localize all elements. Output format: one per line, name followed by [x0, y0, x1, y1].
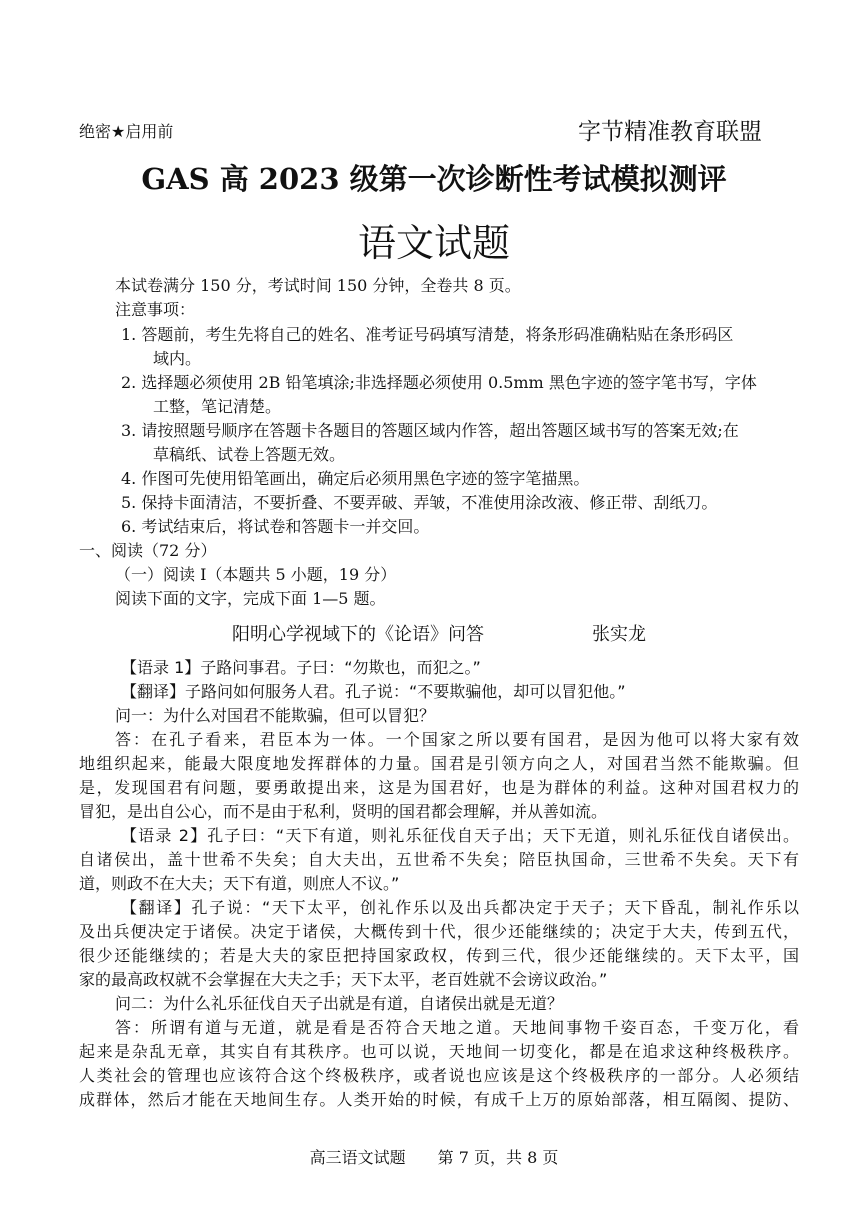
- note-item: 2. 选择题必须使用 2B 铅笔填涂;非选择题必须使用 0.5mm 黑色字迹的签字笔书写，字体: [121, 373, 757, 392]
- exam-info: 本试卷满分 150 分，考试时间 150 分钟，全卷共 8 页。: [115, 276, 521, 295]
- article-line: 人类社会的管理也应该符合这个终极秩序，或者说也应该是这个终极秩序的一部分。人必须结: [79, 1066, 799, 1085]
- article-line: 【翻译】子路问如何服务人君。孔子说：“不要欺骗他，却可以冒犯他。”: [121, 682, 626, 701]
- note-item: 3. 请按照题号顺序在答题卡各题目的答题区域内作答，超出答题区域书写的答案无效;在: [121, 421, 739, 440]
- footer-page-number: 第 7 页，共 8 页: [437, 1148, 559, 1167]
- article-line: 【语录 1】子路问事君。子曰：“勿欺也，而犯之。”: [121, 658, 481, 677]
- article-line: 成群体，然后才能在天地间生存。人类开始的时候，有成千上万的原始部落，相互隔阂、提防、: [79, 1090, 799, 1109]
- article-line: 家的最高政权就不会掌握在大夫之手；天下太平，老百姓就不会谤议政治。”: [79, 970, 608, 989]
- article-line: 问一：为什么对国君不能欺骗，但可以冒犯？: [115, 706, 436, 725]
- article-author: 张实龙: [592, 624, 646, 645]
- note-item: 6. 考试结束后，将试卷和答题卡一并交回。: [121, 517, 430, 536]
- organization-name: 字节精准教育联盟: [578, 119, 762, 145]
- note-item: 1. 答题前，考生先将自己的姓名、准考证号码填写清楚，将条形码准确粘贴在条形码区: [121, 325, 734, 344]
- article-line: 及出兵便决定于诸侯。决定于诸侯，大概传到十代，很少还能继续的；决定于大夫，传到五代，: [79, 922, 799, 941]
- article-line: 很少还能继续的；若是大夫的家臣把持国家政权，传到三代，很少还能继续的。天下太平，国: [79, 946, 799, 965]
- subject-title: 语文试题: [357, 221, 510, 265]
- footer-subject: 高三语文试题: [309, 1148, 406, 1167]
- article-line: 问二：为什么礼乐征伐自天子出就是有道，自诸侯出就是无道？: [115, 994, 564, 1013]
- article-line: 【翻译】孔子说：“天下太平，创礼作乐以及出兵都决定于天子；天下昏乱，制礼作乐以: [121, 898, 799, 917]
- article-line: 冒犯，是出自公心，而不是由于私利，贤明的国君都会理解，并从善如流。: [79, 802, 608, 821]
- article-line: 自诸侯出，盖十世希不失矣；自大夫出，五世希不失矣；陪臣执国命，三世希不失矣。天下有: [79, 850, 799, 869]
- note-item: 4. 作图可先使用铅笔画出，确定后必须用黑色字迹的签字笔描黑。: [121, 469, 590, 488]
- note-item-continued: 草稿纸、试卷上答题无效。: [153, 445, 346, 464]
- section-title: 一、阅读（72 分）: [79, 541, 217, 560]
- article-line: 答：在孔子看来，君臣本为一体。一个国家之所以要有国君，是因为他可以将大家有效: [115, 730, 799, 749]
- article-line: 道，则政不在大夫；天下有道，则庶人不议。”: [79, 874, 400, 893]
- article-line: 【语录 2】孔子曰：“天下有道，则礼乐征伐自天子出；天下无道，则礼乐征伐自诸侯出。: [121, 826, 799, 845]
- confidential-label: 绝密★启用前: [79, 122, 174, 141]
- note-item-continued: 域内。: [153, 349, 202, 368]
- page-footer: [0, 1145, 868, 1168]
- reading-instruction: 阅读下面的文字，完成下面 1—5 题。: [115, 589, 386, 608]
- exam-title: GAS 高 2023 级第一次诊断性考试模拟测评: [141, 162, 727, 196]
- article-line: 答：所谓有道与无道，就是看是否符合天地之道。天地间事物千姿百态，千变万化，看: [115, 1018, 799, 1037]
- article-line: 起来是杂乱无章，其实自有其秩序。也可以说，天地间一切变化，都是在追求这种终极秩序。: [79, 1042, 799, 1061]
- note-item-continued: 工整，笔记清楚。: [153, 397, 282, 416]
- part-title: （一）阅读 I（本题共 5 小题，19 分）: [115, 565, 397, 584]
- article-line: 地组织起来，能最大限度地发挥群体的力量。国君是引领方向之人，对国君当然不能欺骗。但: [79, 754, 799, 773]
- note-item: 5. 保持卡面清洁，不要折叠、不要弄破、弄皱，不准使用涂改液、修正带、刮纸刀。: [121, 493, 718, 512]
- article-line: 是，发现国君有问题，要勇敢提出来，这是为国君好，也是为群体的利益。这种对国君权力的: [79, 778, 799, 797]
- notes-label: 注意事项：: [115, 300, 196, 319]
- article-title: 阳明心学视域下的《论语》问答: [232, 624, 484, 645]
